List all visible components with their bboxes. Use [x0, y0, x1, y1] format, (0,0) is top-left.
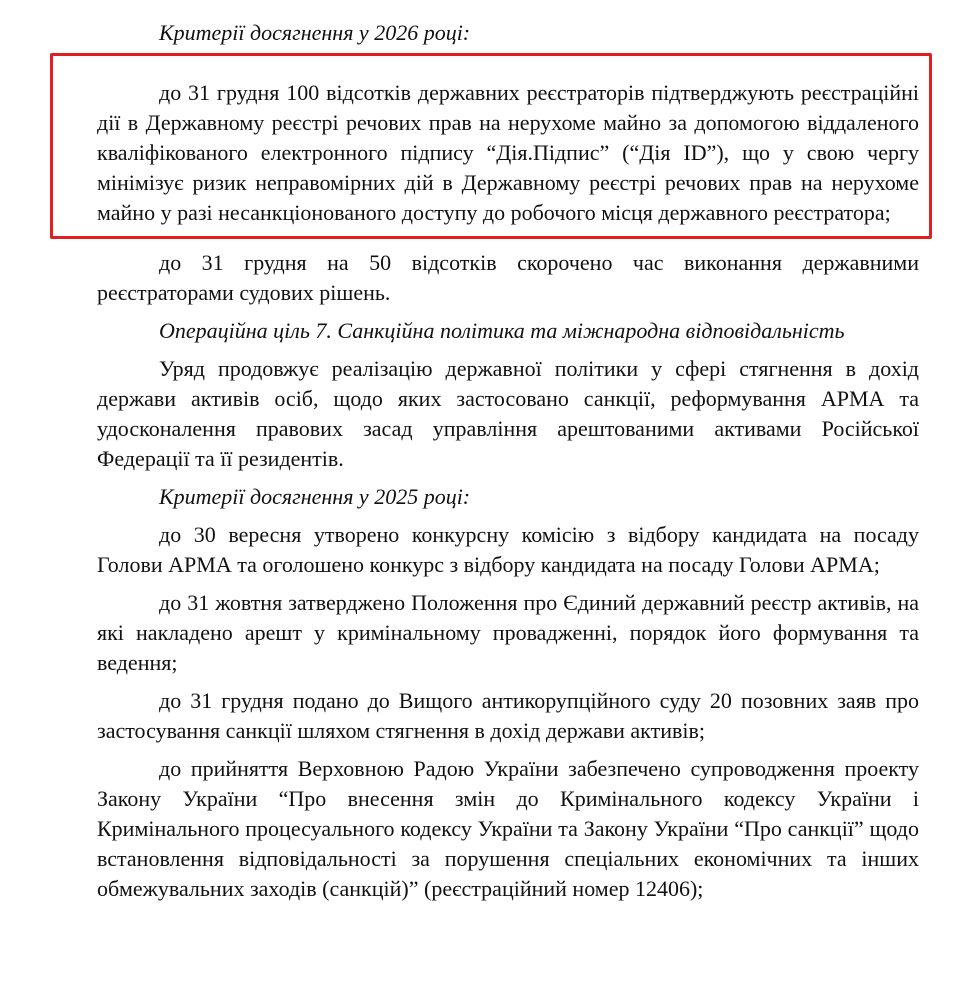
- criteria-2026-item-2: до 31 грудня на 50 відсотків скорочено час виконання державними реєстраторами судових рішень.: [97, 250, 919, 305]
- criteria-2025-item-2: до 31 жовтня затверджено Положення про Єдиний державний реєстр активів, на які накладено арешт у кримінальному провадженні, порядок його формування та ведення;: [97, 590, 919, 675]
- criteria-2025-item-1: до 30 вересня утворено конкурсну комісію з відбору кандидата на посаду Голови АРМА та оголошено конкурс з відбору кандидата на посаду Голови АРМА;: [97, 522, 919, 577]
- criteria-2025-item-3: до 31 грудня подано до Вищого антикорупційного суду 20 позовних заяв про застосування санкції шляхом стягнення в дохід держави активів;: [97, 688, 919, 743]
- criteria-2026-heading: Критерії досягнення у 2026 році:: [159, 20, 471, 45]
- operational-goal-7: Операційна ціль 7. Санкційна політика та міжнародна відповідальність: [159, 318, 845, 343]
- criteria-2025-item-4: до прийняття Верховною Радою України забезпечено супроводження проекту Закону України “Про внесення змін до Кримінального кодексу України і Кримінального процесуального кодексу України та Закону України “Про санкції” щодо встановлення відповідальності за порушення спеціальних економічних та інших обмежувальних заходів (санкцій)” (реєстраційний номер 12406);: [97, 756, 919, 901]
- government-policy: Уряд продовжує реалізацію державної політики у сфері стягнення в дохід держави активів осіб, щодо яких застосовано санкції, реформування АРМА та удосконалення правових засад управління арештованими активами Російської Федерації та її резидентів.: [97, 356, 919, 471]
- document-page: [97, 0, 919, 904]
- criteria-2025-heading: Критерії досягнення у 2025 році:: [159, 484, 471, 509]
- criteria-2026-item-1: до 31 грудня 100 відсотків державних реєстраторів підтверджують реєстраційні дії в Державному реєстрі речових прав на нерухоме майно за допомогою віддаленого кваліфікованого електронного підпису “Дія.Підпис” (“Дія ID”), що у свою чергу мінімізує ризик неправомірних дій в Державному реєстрі речових прав на нерухоме майно у разі несанкціонованого доступу до робочого місця державного реєстратора;: [97, 80, 919, 225]
